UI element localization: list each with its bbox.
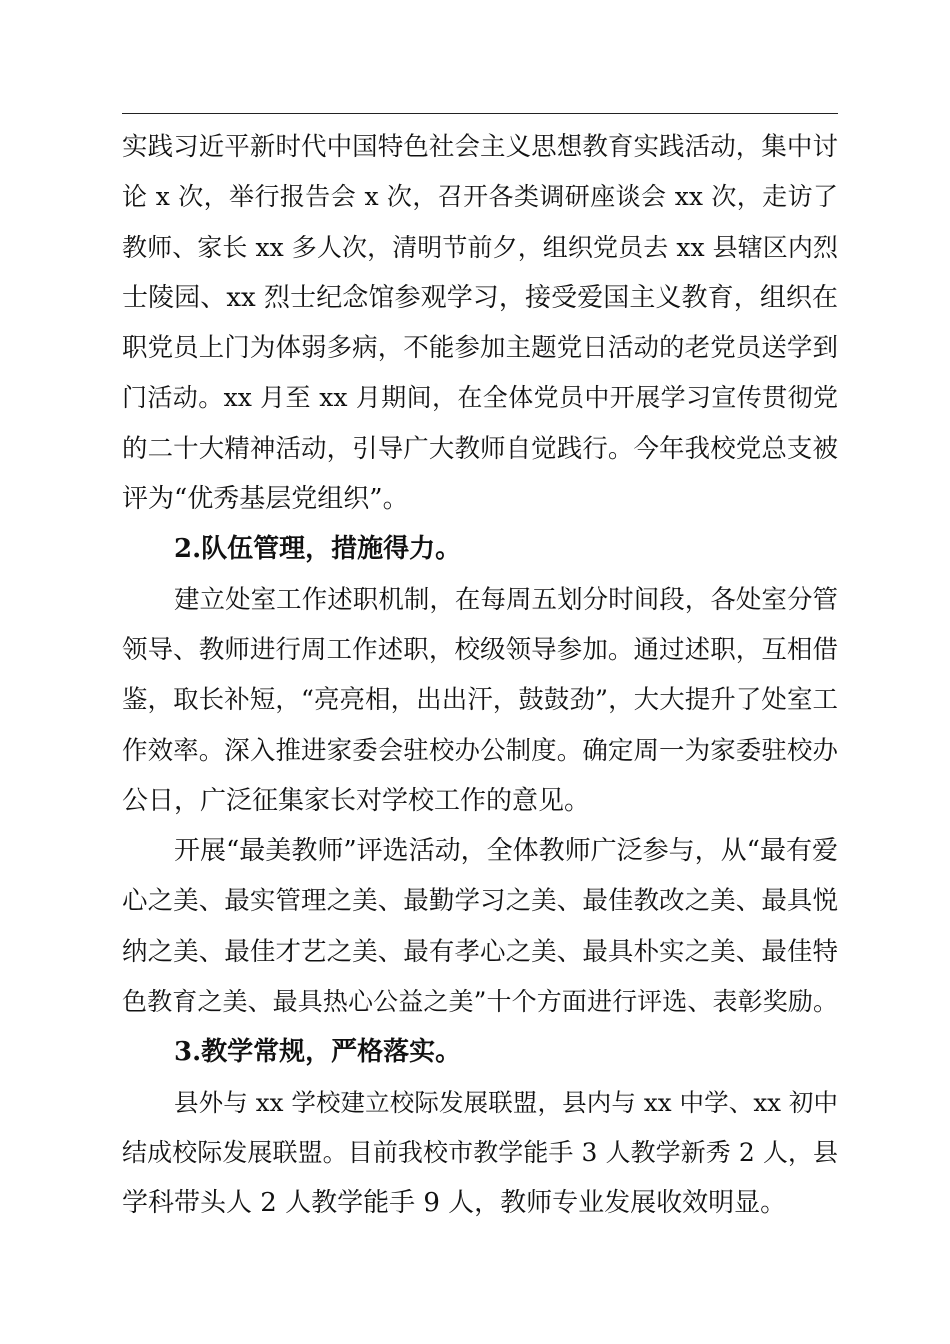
- paragraph-1-line: 士陵园、xx 烈士纪念馆参观学习，接受爱国主义教育，组织在: [122, 282, 838, 313]
- paragraph-1-line: 职党员上门为体弱多病，不能参加主题党日活动的老党员送学到: [122, 333, 838, 364]
- paragraph-2-line: 公日，广泛征集家长对学校工作的意见。: [122, 785, 591, 816]
- paragraph-2-line: 鉴，取长补短，“亮亮相，出出汗，鼓鼓劲”，大大提升了处室工: [122, 685, 838, 716]
- paragraph-1-line: 教师、家长 xx 多人次，清明节前夕，组织党员去 xx 县辖区内烈: [122, 232, 838, 262]
- document-body: [122, 122, 838, 1229]
- header-rule: [122, 113, 838, 114]
- paragraph-3-line: 色教育之美、最具热心公益之美”十个方面进行评选、表彰奖励。: [122, 987, 838, 1017]
- paragraph-4-line: 结成校际发展联盟。目前我校市教学能手 3 人教学新秀 2 人，县: [122, 1137, 838, 1167]
- paragraph-1-line: 的二十大精神活动，引导广大教师自觉践行。今年我校党总支被: [122, 433, 838, 464]
- paragraph-4-line: 学科带头人 2 人教学能手 9 人，教师专业发展收效明显。: [122, 1188, 787, 1219]
- section-heading-3: 3.教学常规，严格落实。: [174, 1037, 462, 1068]
- paragraph-1-line: 评为“优秀基层党组织”。: [122, 484, 409, 515]
- paragraph-3-line: 开展“最美教师”评选活动，全体教师广泛参与，从“最有爱: [174, 836, 838, 867]
- paragraph-1-line: 论 x 次，举行报告会 x 次，召开各类调研座谈会 xx 次，走访了: [122, 182, 838, 212]
- paragraph-2-line: 作效率。深入推进家委会驻校办公制度。确定周一为家委驻校办: [122, 735, 838, 766]
- paragraph-2-line: 领导、教师进行周工作述职，校级领导参加。通过述职，互相借: [122, 634, 838, 665]
- paragraph-1-line: 门活动。xx 月至 xx 月期间，在全体党员中开展学习宣传贯彻党: [122, 383, 838, 413]
- paragraph-4-line: 县外与 xx 学校建立校际发展联盟，县内与 xx 中学、xx 初中: [174, 1087, 838, 1117]
- paragraph-3-line: 纳之美、最佳才艺之美、最有孝心之美、最具朴实之美、最佳特: [122, 936, 838, 967]
- paragraph-3-line: 心之美、最实管理之美、最勤学习之美、最佳教改之美、最具悦: [122, 886, 838, 917]
- paragraph-1-line: 实践习近平新时代中国特色社会主义思想教育实践活动，集中讨: [122, 132, 838, 162]
- paragraph-2-line: 建立处室工作述职机制，在每周五划分时间段，各处室分管: [174, 584, 838, 615]
- section-heading-2: 2.队伍管理，措施得力。: [174, 534, 462, 565]
